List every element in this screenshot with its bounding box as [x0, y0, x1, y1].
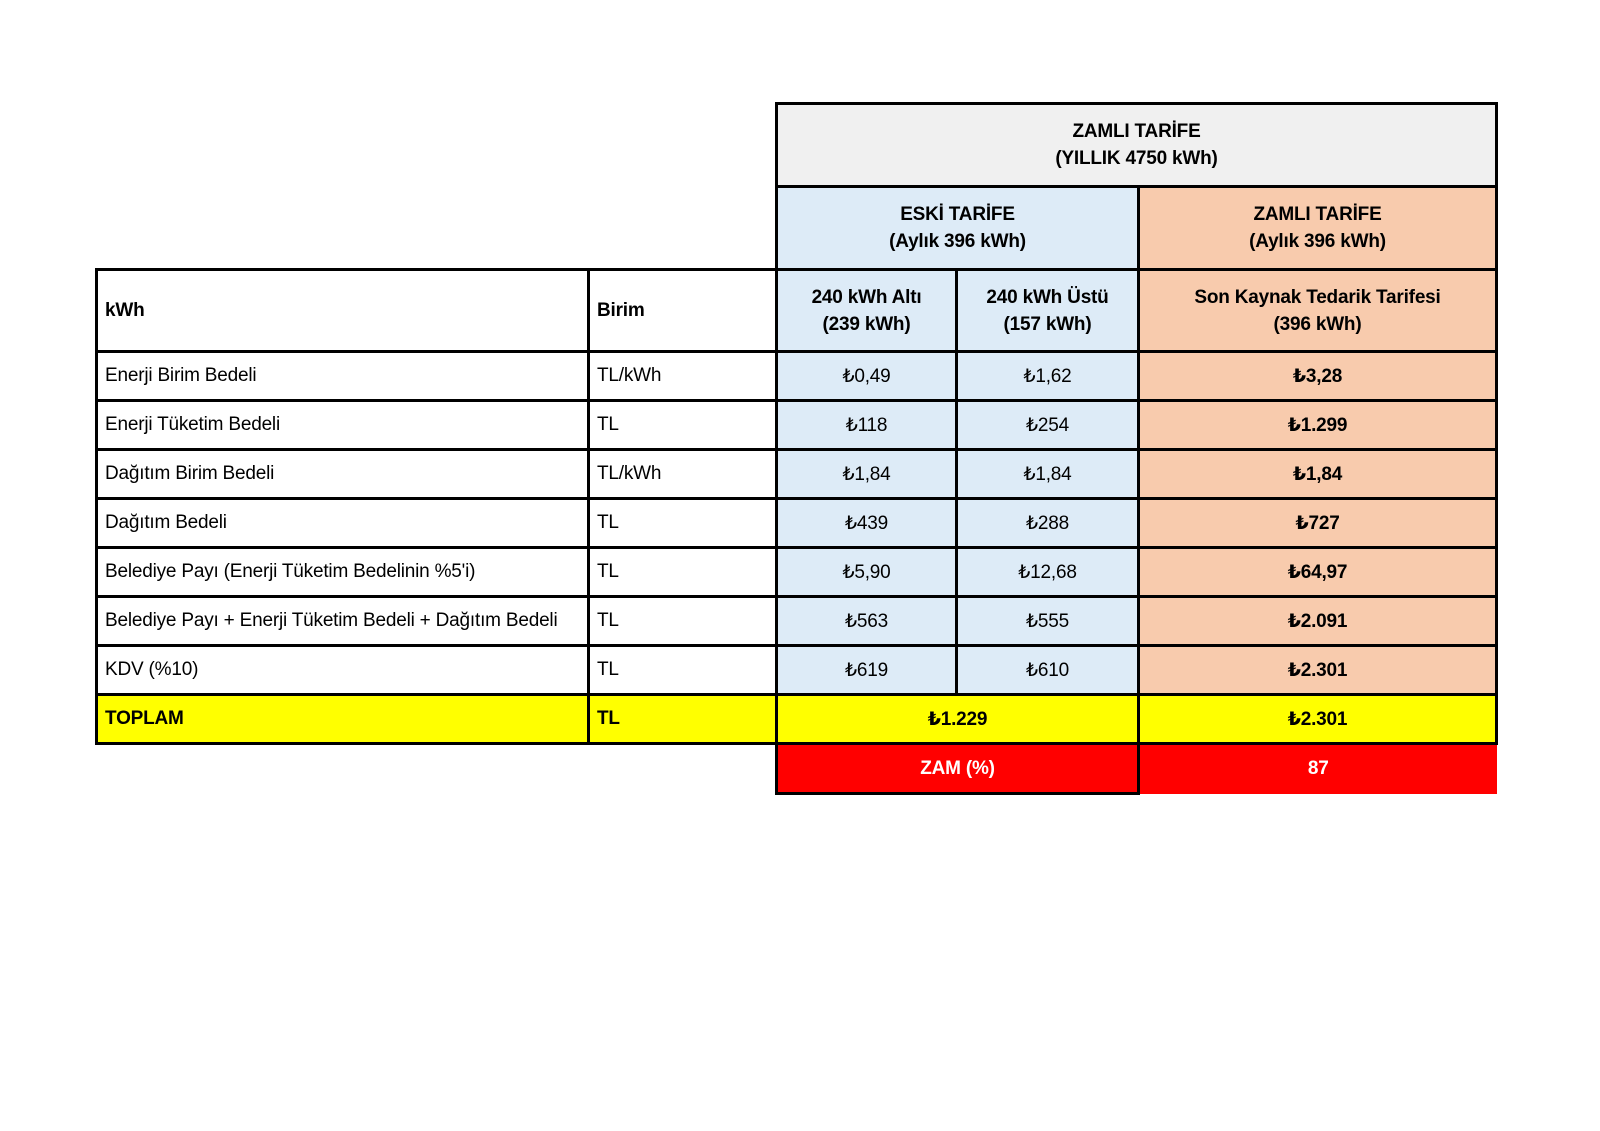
- row-2-new: ₺1,84: [1139, 450, 1497, 499]
- new-tariff-group-line2: (Aylık 396 kWh): [1249, 231, 1386, 252]
- tariff-table: [95, 102, 1498, 795]
- row-6-unit: TL: [589, 646, 777, 695]
- total-unit-cell: TL: [589, 695, 777, 744]
- row-1-label: Enerji Tüketim Bedeli: [97, 401, 589, 450]
- spacer-bottom-left: [97, 744, 777, 794]
- row-5-label: Belediye Payı + Enerji Tüketim Bedeli + Dağıtım Bedeli: [97, 597, 589, 646]
- col-header-240-ustu-line1: 240 kWh Üstü: [986, 286, 1109, 308]
- row-0-old-under: ₺0,49: [777, 352, 957, 401]
- row-6-new: ₺2.301: [1139, 646, 1497, 695]
- table-row: [97, 401, 1497, 450]
- row-4-label: Belediye Payı (Enerji Tüketim Bedelinin %5'i): [97, 548, 589, 597]
- row-2-old-over: ₺1,84: [957, 450, 1139, 499]
- old-tariff-group-line1: ESKİ TARİFE: [900, 204, 1015, 225]
- row-2-old-under: ₺1,84: [777, 450, 957, 499]
- table-title-line1: ZAMLI TARİFE: [1072, 121, 1201, 142]
- row-1-old-under: ₺118: [777, 401, 957, 450]
- col-header-birim: Birim: [589, 270, 777, 352]
- row-2-label: Dağıtım Birim Bedeli: [97, 450, 589, 499]
- col-header-son-kaynak-line2: (396 kWh): [1273, 313, 1362, 335]
- row-5-unit: TL: [589, 597, 777, 646]
- col-header-son-kaynak: [1139, 270, 1497, 352]
- row-5-old-over: ₺555: [957, 597, 1139, 646]
- col-header-240-alti-line2: (239 kWh): [822, 313, 911, 335]
- spacer-top-left: [97, 104, 777, 187]
- row-3-unit: TL: [589, 499, 777, 548]
- total-label-cell: TOPLAM: [97, 695, 589, 744]
- total-old-cell: ₺1.229: [777, 695, 1139, 744]
- row-1-unit: TL: [589, 401, 777, 450]
- row-0-label: Enerji Birim Bedeli: [97, 352, 589, 401]
- row-5-new: ₺2.091: [1139, 597, 1497, 646]
- table-row: [97, 548, 1497, 597]
- total-row: [97, 695, 1497, 744]
- table-title-cell: [777, 104, 1497, 187]
- row-2-unit: TL/kWh: [589, 450, 777, 499]
- row-6-old-over: ₺610: [957, 646, 1139, 695]
- spacer-group-left: [97, 187, 777, 270]
- row-1-new: ₺1.299: [1139, 401, 1497, 450]
- row-6-label: KDV (%10): [97, 646, 589, 695]
- row-6-old-under: ₺619: [777, 646, 957, 695]
- row-1-old-over: ₺254: [957, 401, 1139, 450]
- table-row: [97, 352, 1497, 401]
- row-5-old-under: ₺563: [777, 597, 957, 646]
- row-0-unit: TL/kWh: [589, 352, 777, 401]
- row-3-old-under: ₺439: [777, 499, 957, 548]
- zam-label-cell: ZAM (%): [777, 744, 1139, 794]
- table-row: [97, 499, 1497, 548]
- old-tariff-group-line2: (Aylık 396 kWh): [889, 231, 1026, 252]
- col-header-son-kaynak-line1: Son Kaynak Tedarik Tarifesi: [1194, 286, 1441, 308]
- row-3-new: ₺727: [1139, 499, 1497, 548]
- col-header-240-alti: [777, 270, 957, 352]
- row-0-old-over: ₺1,62: [957, 352, 1139, 401]
- col-header-kwh: kWh: [97, 270, 589, 352]
- row-4-old-over: ₺12,68: [957, 548, 1139, 597]
- row-4-new: ₺64,97: [1139, 548, 1497, 597]
- col-header-240-alti-line1: 240 kWh Altı: [811, 286, 922, 308]
- total-new-cell: ₺2.301: [1139, 695, 1497, 744]
- table-row: [97, 450, 1497, 499]
- table-title-line2: (YILLIK 4750 kWh): [1055, 148, 1218, 169]
- row-3-old-over: ₺288: [957, 499, 1139, 548]
- col-header-240-ustu-line2: (157 kWh): [1003, 313, 1092, 335]
- new-tariff-group-cell: [1139, 187, 1497, 270]
- row-4-unit: TL: [589, 548, 777, 597]
- old-tariff-group-cell: [777, 187, 1139, 270]
- zam-value-cell: 87: [1139, 744, 1497, 794]
- col-header-240-ustu: [957, 270, 1139, 352]
- table-row: [97, 597, 1497, 646]
- row-4-old-under: ₺5,90: [777, 548, 957, 597]
- row-0-new: ₺3,28: [1139, 352, 1497, 401]
- zam-row: [97, 744, 1497, 794]
- table-row: [97, 646, 1497, 695]
- tariff-sheet: [95, 102, 1498, 795]
- row-3-label: Dağıtım Bedeli: [97, 499, 589, 548]
- new-tariff-group-line1: ZAMLI TARİFE: [1253, 204, 1382, 225]
